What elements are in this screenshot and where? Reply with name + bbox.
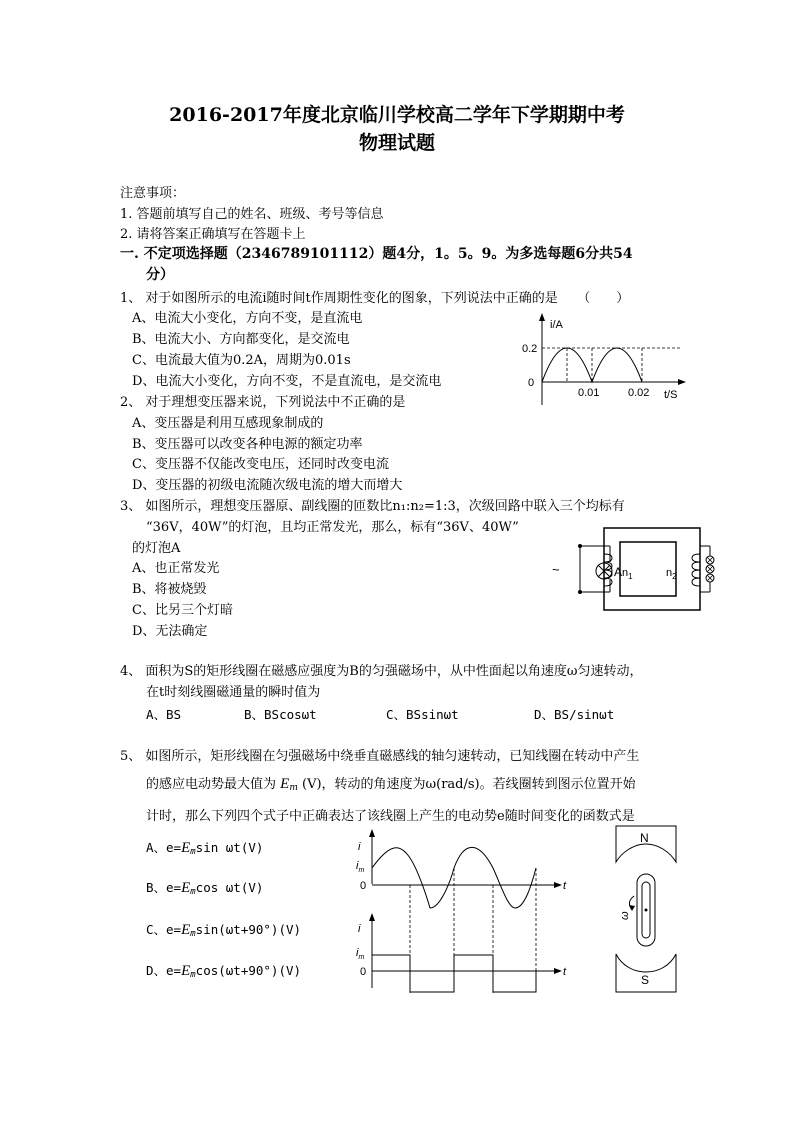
- q2-option-c: C、变压器不仅能改变电压，还同时改变电流: [132, 457, 389, 472]
- q5-upper-im: $i_m$: [356, 860, 365, 874]
- q1-graph-ytick-0: 0: [528, 377, 535, 389]
- q5-upper-ylabel: i: [358, 841, 361, 853]
- q4-option-d: D、BS/sinωt: [534, 707, 615, 722]
- q1-graph-ylabel: i/A: [550, 319, 563, 331]
- q3-option-b: B、将被烧毁: [132, 582, 207, 597]
- ac-source-symbol: ~: [552, 562, 560, 577]
- notice-heading: 注意事项：: [120, 186, 186, 201]
- q3-stem-cont: “36V，40W”的灯泡，且均正常发光，那么，标有“36V、40W”: [146, 520, 519, 535]
- q4-stem-cont: 在t时刻线圈磁通量的瞬时值为: [146, 685, 321, 700]
- q3-stem: 3、 如图所示，理想变压器原、副线圈的匝数比n₁:n₂=1:3，次级回路中联入三个均标有: [120, 499, 625, 514]
- q3-stem-end: 的灯泡A: [132, 541, 181, 556]
- q5-lower-xlabel: t: [563, 966, 567, 978]
- q5-upper-zero: 0: [360, 880, 367, 892]
- notice-item-2: 2. 请将答案正确填写在答题卡上: [120, 227, 306, 242]
- q2-option-b: B、变压器可以改变各种电源的额定功率: [132, 437, 363, 452]
- q3-transformer-diagram: [548, 524, 718, 616]
- q4-stem: 4、 面积为S的矩形线圈在磁感应强度为B的匀强磁场中，从中性面起以角速度ω匀速转动，: [120, 664, 643, 679]
- n2-label: $n_2$: [666, 567, 677, 581]
- q1-option-a: A、电流大小变化，方向不变，是直流电: [132, 311, 363, 326]
- q1-graph-xtick-002: 0.02: [628, 387, 650, 399]
- q5-option-b: B、$e=E_m\cos$ ωt(V): [146, 880, 264, 897]
- q4-option-a: A、BS: [146, 707, 182, 722]
- q2-stem: 2、 对于理想变压器来说，下列说法中不正确的是: [120, 395, 406, 410]
- q1-option-c: C、电流最大值为0.2A，周期为0.01s: [132, 353, 351, 368]
- q5-magnet-coil-diagram: [612, 822, 682, 997]
- q4-option-c: C、BSsinωt: [386, 707, 459, 722]
- q1-graph-xlabel: t/S: [664, 389, 678, 401]
- q2-option-d: D、变压器的初级电流随次级电流的增大而增大: [132, 478, 403, 493]
- q1-graph-xtick-001: 0.01: [578, 387, 600, 399]
- q3-option-c: C、比另三个灯暗: [132, 603, 233, 618]
- q5-stem: 5、 如图所示，矩形线圈在匀强磁场中绕垂直磁感线的轴匀速转动，已知线圈在转动中产生: [120, 749, 640, 764]
- page-subtitle: 物理试题: [358, 132, 435, 154]
- q5-waveform-graphs: [350, 828, 580, 998]
- q5-lower-im: $i_m$: [356, 947, 365, 961]
- section-heading: 一. 不定项选择题（2346789101112）题4分，1。5。9。为多选每题6分共54: [120, 246, 633, 262]
- q5-upper-xlabel: t: [563, 880, 567, 892]
- q3-option-d: D、无法确定: [132, 624, 208, 639]
- lamp-a-label: A: [614, 565, 623, 579]
- magnet-s-label: S: [641, 973, 650, 987]
- q1-option-b: B、电流大小、方向都变化，是交流电: [132, 332, 350, 347]
- magnet-n-label: N: [640, 831, 649, 845]
- n1-label: $n_1$: [622, 567, 633, 581]
- notice-item-1: 1. 答题前填写自己的姓名、班级、考号等信息: [120, 207, 384, 222]
- page-title: 2016-2017年度北京临川学校高二学年下学期期中考: [169, 104, 625, 126]
- q5-option-d: D、$e=E_m\cos(\omega t+90^\circ)(V)$: [146, 963, 302, 980]
- q1-current-graph: [510, 310, 690, 410]
- omega-label: ω: [619, 911, 631, 920]
- q5-lower-ylabel: i: [358, 923, 361, 935]
- section-heading-cont: 分）: [146, 267, 174, 283]
- q1-graph-ytick-02: 0.2: [522, 343, 538, 355]
- q5-option-a: A、$e=E_m\sin$ ωt(V): [146, 840, 264, 857]
- q2-option-a: A、变压器是利用互感现象制成的: [132, 416, 324, 431]
- q5-stem-end: 计时，那么下列四个式子中正确表达了该线圈上产生的电动势e随时间变化的函数式是: [146, 809, 635, 824]
- q1-stem: 1、 对于如图所示的电流i随时间t作周期性变化的图象，下列说法中正确的是 （ ）: [120, 291, 630, 306]
- q3-option-a: A、也正常发光: [132, 561, 220, 576]
- q5-lower-zero: 0: [360, 966, 367, 978]
- q5-stem-cont: 的感应电动势最大值为 $E_m$ (V)，转动的角速度为ω(rad/s)。若线圈转到图示位置开始: [146, 776, 636, 793]
- q1-option-d: D、电流大小变化，方向不变，不是直流电，是交流电: [132, 374, 442, 389]
- q5-option-c: C、$e=E_m\sin(\omega t+90^\circ)(V)$: [146, 922, 302, 939]
- q4-option-b: B、BScosωt: [244, 707, 317, 722]
